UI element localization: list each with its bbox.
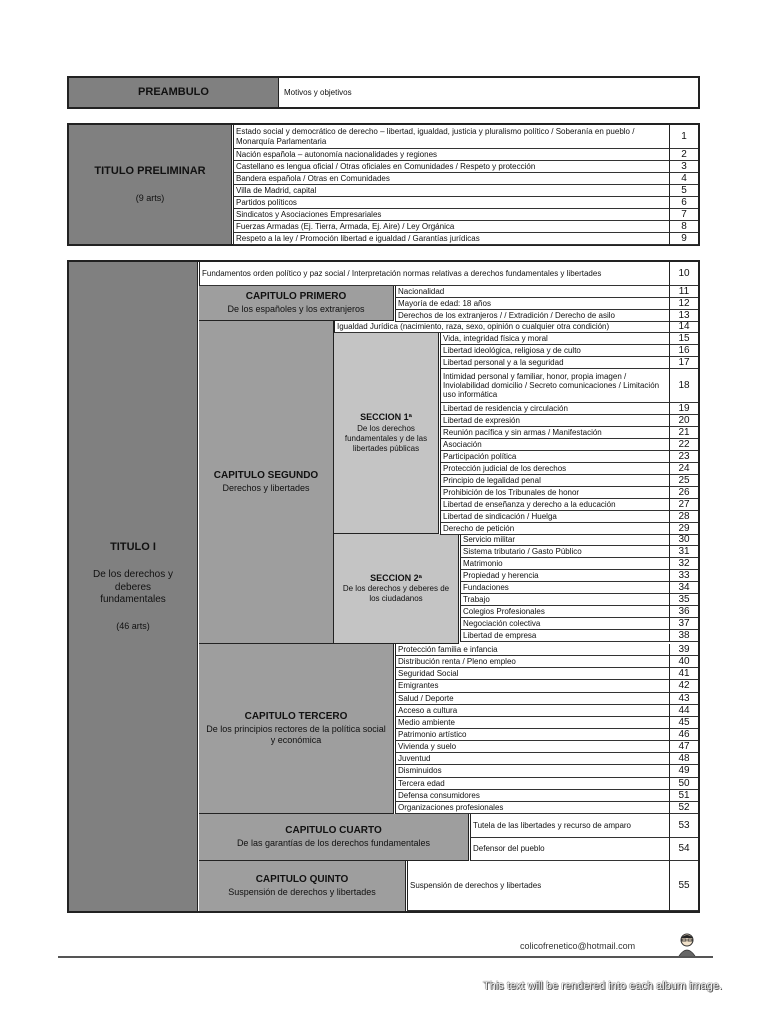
preambulo-block [67, 76, 700, 109]
article-text: Participación política [440, 451, 669, 463]
article-text: Fundamentos orden político y paz social / Interpretación normas relativas a derechos fundamentales y libertades [199, 262, 669, 286]
capitulo-quinto-cell [199, 861, 406, 911]
article-text: Servicio militar [460, 534, 669, 546]
capitulo-quinto-subtitle: Suspensión de derechos y libertades [228, 886, 376, 897]
article-number: 46 [669, 729, 698, 741]
article-text: Sistema tributario / Gasto Público [460, 546, 669, 558]
article-number: 15 [669, 333, 698, 345]
article-text: Libertad de expresión [440, 415, 669, 427]
article-number: 11 [669, 286, 698, 298]
article-number: 6 [669, 197, 698, 209]
article-number: 38 [669, 630, 698, 642]
article-number: 33 [669, 570, 698, 582]
article-text: Igualdad Jurídica (nacimiento, raza, sexo, opinión o cualquier otra condición) [334, 321, 669, 333]
article-text: Castellano es lengua oficial / Otras oficiales en Comunidades / Respeto y protección [233, 161, 669, 173]
article-number: 45 [669, 717, 698, 729]
article-text: Colegios Profesionales [460, 606, 669, 618]
article-number: 43 [669, 693, 698, 705]
titulo-preliminar-cell [69, 125, 232, 244]
article-text: Libertad de empresa [460, 630, 669, 642]
article-number: 26 [669, 487, 698, 499]
article-text: Protección familia e infancia [395, 644, 669, 656]
article-number: 32 [669, 558, 698, 570]
preambulo-text: Motivos y objetivos [284, 88, 352, 97]
article-number: 4 [669, 173, 698, 185]
article-number: 31 [669, 546, 698, 558]
article-text: Defensa consumidores [395, 790, 669, 802]
article-text: Libertad personal y a la seguridad [440, 357, 669, 369]
article-text: Suspensión de derechos y libertades [407, 861, 669, 911]
capitulo-segundo-title: CAPITULO SEGUNDO [213, 470, 319, 482]
article-text: Tutela de las libertades y recurso de amparo [470, 814, 669, 838]
article-text: Derecho de petición [440, 523, 669, 535]
article-text: Libertad de enseñanza y derecho a la educación [440, 499, 669, 511]
article-number: 49 [669, 765, 698, 777]
article-number: 50 [669, 778, 698, 790]
titulo-preliminar-block [67, 123, 700, 246]
article-number: 48 [669, 753, 698, 765]
article-text: Sindicatos y Asociaciones Empresariales [233, 209, 669, 221]
article-text: Asociación [440, 439, 669, 451]
article-number: 52 [669, 802, 698, 814]
article-text: Juventud [395, 753, 669, 765]
seccion-1-subtitle: De los derechos fundamentales y de las libertades públicas [344, 423, 428, 453]
article-number: 23 [669, 451, 698, 463]
capitulo-cuarto-subtitle: De las garantías de los derechos fundamentales [236, 837, 431, 848]
article-text: Partidos políticos [233, 197, 669, 209]
article-text: Tercera edad [395, 778, 669, 790]
article-text: Prohibición de los Tribunales de honor [440, 487, 669, 499]
capitulo-cuarto-title: CAPITULO CUARTO [285, 825, 382, 837]
article-number: 29 [669, 523, 698, 535]
preambulo-text-cell [280, 78, 698, 107]
capitulo-cuarto-cell [199, 814, 469, 861]
article-number: 42 [669, 680, 698, 692]
article-number: 47 [669, 741, 698, 753]
article-number: 13 [669, 310, 698, 322]
titulo-i-title: TITULO I [110, 541, 156, 554]
titulo-i-cell [69, 262, 198, 911]
article-text: Matrimonio [460, 558, 669, 570]
article-text: Nación española – autonomía nacionalidades y regiones [233, 149, 669, 161]
seccion-1-cell [334, 333, 439, 534]
capitulo-primero-subtitle: De los españoles y los extranjeros [227, 303, 365, 314]
article-text: Emigrantes [395, 680, 669, 692]
article-number: 53 [669, 814, 698, 838]
album-note: This text will be rendered into each album image. [483, 980, 723, 992]
article-text: Libertad de sindicación / Huelga [440, 511, 669, 523]
article-number: 55 [669, 861, 698, 911]
article-number: 12 [669, 298, 698, 310]
article-number: 3 [669, 161, 698, 173]
article-number: 44 [669, 705, 698, 717]
article-number: 37 [669, 618, 698, 630]
article-number: 27 [669, 499, 698, 511]
article-number: 14 [669, 321, 698, 333]
article-number: 2 [669, 149, 698, 161]
capitulo-primero-cell [199, 286, 394, 321]
article-text: Defensor del pueblo [470, 838, 669, 862]
article-text: Negociación colectiva [460, 618, 669, 630]
article-number: 1 [669, 125, 698, 149]
capitulo-segundo-cell [199, 321, 334, 644]
article-text: Principio de legalidad penal [440, 475, 669, 487]
article-text: Fundaciones [460, 582, 669, 594]
article-text: Seguridad Social [395, 668, 669, 680]
preambulo-title-cell [69, 78, 279, 107]
article-text: Villa de Madrid, capital [233, 185, 669, 197]
article-number: 17 [669, 357, 698, 369]
article-number: 36 [669, 606, 698, 618]
article-text: Propiedad y herencia [460, 570, 669, 582]
article-text: Protección judicial de los derechos [440, 463, 669, 475]
article-number: 18 [669, 369, 698, 403]
article-number: 16 [669, 345, 698, 357]
article-text: Libertad ideológica, religiosa y de culto [440, 345, 669, 357]
article-number: 54 [669, 838, 698, 862]
article-number: 9 [669, 233, 698, 245]
article-number: 41 [669, 668, 698, 680]
article-text: Acceso a cultura [395, 705, 669, 717]
article-text: Patrimonio artístico [395, 729, 669, 741]
titulo-i-block [67, 260, 700, 913]
article-text: Vivienda y suelo [395, 741, 669, 753]
article-number: 35 [669, 594, 698, 606]
article-text: Organizaciones profesionales [395, 802, 669, 814]
article-text: Libertad de residencia y circulación [440, 403, 669, 415]
footer-rule [58, 956, 713, 958]
article-text: Trabajo [460, 594, 669, 606]
article-text: Respeto a la ley / Promoción libertad e igualdad / Garantías jurídicas [233, 233, 669, 245]
article-number: 20 [669, 415, 698, 427]
article-text: Bandera española / Otras en Comunidades [233, 173, 669, 185]
article-text: Mayoría de edad: 18 años [395, 298, 669, 310]
article-number: 7 [669, 209, 698, 221]
article-number: 39 [669, 644, 698, 656]
footer-email: colicofrenetico@hotmail.com [520, 941, 636, 951]
capitulo-segundo-subtitle: Derechos y libertades [222, 482, 310, 493]
article-text: Fuerzas Armadas (Ej. Tierra, Armada, Ej. Aire) / Ley Orgánica [233, 221, 669, 233]
article-number: 19 [669, 403, 698, 415]
article-text: Disminuidos [395, 765, 669, 777]
capitulo-tercero-subtitle: De los principios rectores de la política social y económica [206, 723, 386, 745]
article-text: Medio ambiente [395, 717, 669, 729]
article-number: 30 [669, 534, 698, 546]
capitulo-tercero-title: CAPITULO TERCERO [244, 711, 348, 722]
article-text: Vida, integridad física y moral [440, 333, 669, 345]
article-text: Nacionalidad [395, 286, 669, 298]
article-text: Salud / Deporte [395, 693, 669, 705]
seccion-2-title: SECCION 2ª [370, 572, 422, 583]
capitulo-primero-title: CAPITULO PRIMERO [245, 291, 347, 303]
titulo-i-arts: (46 arts) [116, 620, 150, 631]
article-text: Intimidad personal y familiar, honor, propia imagen / Inviolabilidad domicilio / Secreto comunicaciones / Limitación uso informática [440, 369, 669, 403]
capitulo-quinto-title: CAPITULO QUINTO [255, 874, 349, 886]
article-text: Distribución renta / Pleno empleo [395, 656, 669, 668]
seccion-2-cell [334, 534, 459, 644]
seccion-2-subtitle: De los derechos y deberes de los ciudadanos [342, 584, 450, 604]
article-number: 8 [669, 221, 698, 233]
titulo-preliminar-title: TITULO PRELIMINAR [94, 165, 206, 177]
article-number: 34 [669, 582, 698, 594]
article-number: 24 [669, 463, 698, 475]
author-avatar-icon [676, 932, 698, 956]
article-number: 22 [669, 439, 698, 451]
article-text: Estado social y democrático de derecho – libertad, igualdad, justicia y pluralismo político / Soberanía en pueblo / Monarquía Parlamentaria [233, 125, 669, 149]
article-number: 51 [669, 790, 698, 802]
titulo-i-subtitle: De los derechos y deberes fundamentales [92, 569, 174, 605]
preambulo-title: PREAMBULO [138, 85, 209, 98]
article-number: 21 [669, 427, 698, 439]
article-number: 25 [669, 475, 698, 487]
article-number: 5 [669, 185, 698, 197]
titulo-preliminar-arts: (9 arts) [135, 192, 165, 203]
article-number: 10 [669, 262, 698, 286]
seccion-1-title: SECCION 1ª [360, 412, 412, 423]
article-number: 40 [669, 656, 698, 668]
article-number: 28 [669, 511, 698, 523]
capitulo-tercero-cell [199, 644, 394, 814]
article-text: Derechos de los extranjeros / / Extradición / Derecho de asilo [395, 310, 669, 322]
article-text: Reunión pacífica y sin armas / Manifestación [440, 427, 669, 439]
